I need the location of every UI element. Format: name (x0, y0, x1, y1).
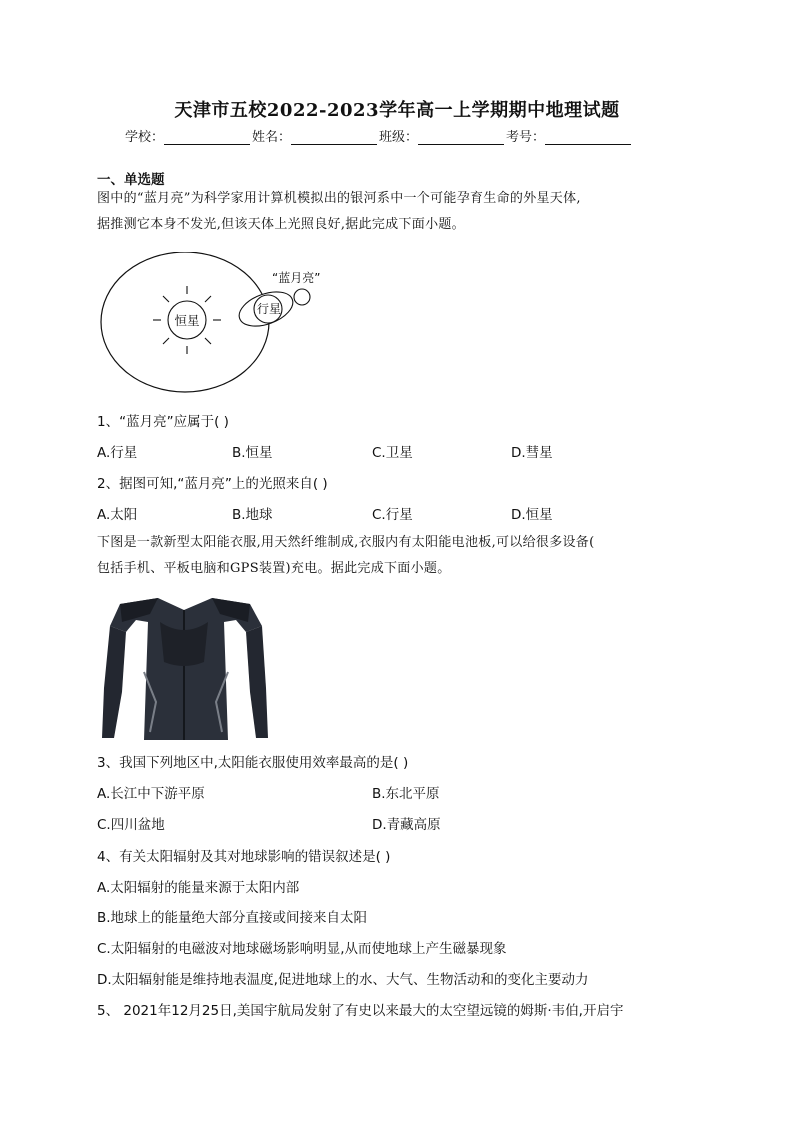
passage-1-line-1: 图中的“蓝月亮”为科学家用计算机模拟出的银河系中一个可能孕育生命的外星天体, (97, 191, 581, 206)
exam-no-blank[interactable] (545, 130, 631, 145)
question-2: 2、据图可知,“蓝月亮”上的光照来自( ) (97, 476, 328, 492)
jacket-right-sleeve (246, 626, 268, 738)
passage-1 (97, 186, 697, 238)
orbit-diagram (97, 252, 357, 402)
q2-option-b[interactable]: B.地球 (232, 507, 273, 523)
passage-2-line-1: 下图是一款新型太阳能衣服,用天然纤维制成,衣服内有太阳能电池板,可以给很多设备( (97, 535, 595, 550)
student-info-row (125, 126, 633, 145)
q3-option-b[interactable]: B.东北平原 (372, 786, 440, 802)
exam-no-label: 考号： (506, 130, 546, 145)
q1-option-c[interactable]: C.卫星 (372, 445, 413, 461)
q4-option-c[interactable]: C.太阳辐射的电磁波对地球磁场影响明显,从而使地球上产生磁暴现象 (97, 941, 507, 957)
passage-2 (97, 530, 697, 582)
name-blank[interactable] (291, 130, 377, 145)
q4-option-a[interactable]: A.太阳辐射的能量来源于太阳内部 (97, 880, 300, 896)
moon-icon (294, 289, 310, 305)
passage-2-line-2: 包括手机、平板电脑和GPS装置)充电。据此完成下面小题。 (97, 561, 451, 576)
class-label: 班级： (379, 130, 419, 145)
q3-option-d[interactable]: D.青藏高原 (372, 817, 441, 833)
q3-option-a[interactable]: A.长江中下游平原 (97, 786, 205, 802)
q4-option-d[interactable]: D.太阳辐射能是维持地表温度,促进地球上的水、大气、生物活动和的变化主要动力 (97, 972, 589, 988)
question-5: 5、 2021年12月25日,美国宇航局发射了有史以来最大的太空望远镜的姆斯·韦伯,开启宇 (97, 1003, 624, 1019)
question-4: 4、有关太阳辐射及其对地球影响的错误叙述是( ) (97, 849, 391, 865)
question-3: 3、我国下列地区中,太阳能衣服使用效率最高的是( ) (97, 755, 409, 771)
q2-option-c[interactable]: C.行星 (372, 507, 413, 523)
school-label: 学校： (125, 130, 165, 145)
question-1: 1、“蓝月亮”应属于( ) (97, 414, 229, 430)
planet-label: 行星 (256, 302, 282, 316)
jacket-left-sleeve (102, 626, 126, 738)
page-title: 天津市五校2022-2023学年高一上学期期中地理试题 (174, 100, 620, 121)
passage-1-line-2: 据推测它本身不发光,但该天体上光照良好,据此完成下面小题。 (97, 217, 465, 232)
q2-option-d[interactable]: D.恒星 (511, 507, 553, 523)
q1-option-b[interactable]: B.恒星 (232, 445, 273, 461)
q1-option-d[interactable]: D.彗星 (511, 445, 553, 461)
q4-option-b[interactable]: B.地球上的能量绝大部分直接或间接来自太阳 (97, 910, 368, 926)
q3-option-c[interactable]: C.四川盆地 (97, 817, 165, 833)
school-blank[interactable] (164, 130, 250, 145)
solar-jacket-image (100, 592, 270, 740)
moon-label: “蓝月亮” (272, 271, 321, 285)
star-label: 恒星 (174, 313, 200, 328)
q1-option-a[interactable]: A.行星 (97, 445, 138, 461)
class-blank[interactable] (418, 130, 504, 145)
name-label: 姓名： (252, 130, 292, 145)
section-heading: 一、单选题 (97, 172, 165, 188)
q2-option-a[interactable]: A.太阳 (97, 507, 138, 523)
